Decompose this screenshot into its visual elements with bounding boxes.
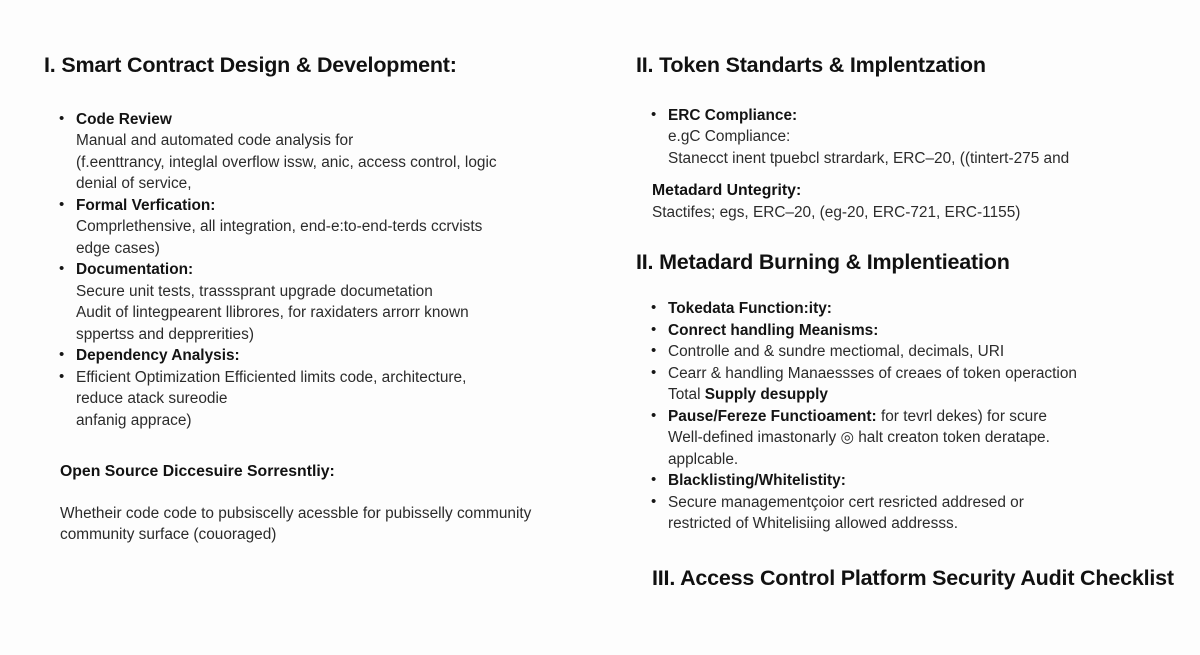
list-item (58, 367, 610, 432)
section-heading-i: I. Smart Contract Design & Development: (44, 53, 457, 77)
item-body-line: Manual and automated code analysis for (76, 132, 354, 150)
section-heading-iii: III. Access Control Platform Security Audit Checklist (652, 565, 1174, 590)
list-item (58, 195, 610, 260)
item-title: • Documentation: (76, 261, 194, 279)
item-body-line: • Secure managementçoior cert resricted addresed or (668, 493, 1024, 511)
item-title-inline-text: for tevrl dekes) for scure (876, 407, 1047, 425)
list-item (58, 345, 610, 367)
item-body-line: Well-defined imastonarly ◎ halt creaton token deratape. (668, 429, 1050, 447)
item-body-line: e.gC Compliance: (668, 128, 791, 146)
item-body-line: anfanig apprace) (76, 411, 192, 429)
item-body-line: reduce atack sureodie (76, 390, 228, 408)
list-item (650, 406, 1200, 471)
erc-checklist (636, 105, 1200, 170)
item-body-line: • Efficient Optimization Efficiented limits code, architecture, (76, 368, 467, 386)
item-body-line: Secure unit tests, trasssprant upgrade documetation (76, 282, 433, 300)
list-item (650, 105, 1200, 170)
list-item (650, 320, 1200, 342)
metadard-integrity-block (636, 180, 1200, 223)
spacer (60, 483, 610, 503)
item-body-line: restricted of Whitelisiing allowed addresss. (668, 515, 958, 533)
list-item (58, 109, 610, 195)
item-title: • ERC Compliance: (668, 106, 798, 124)
list-item (650, 492, 1200, 535)
section-heading-ii-token: II. Token Standarts & Implentzation (636, 53, 986, 77)
metadard-integrity-title: Metadard Untegrity: (652, 182, 802, 200)
metadard-integrity-line: Stactifes; egs, ERC–20, (eg-20, ERC-721, ERC-1155) (652, 203, 1021, 221)
item-body-trailer-plain: Total (668, 386, 705, 404)
list-item (58, 259, 610, 345)
item-title: • Blacklisting/Whitelistity: (668, 472, 846, 490)
item-title: • Code Review (76, 110, 172, 128)
item-body-line: sppertss and depprerities) (76, 325, 254, 343)
spacer (44, 431, 610, 461)
item-body-line: edge cases) (76, 239, 160, 257)
spacer (636, 169, 1200, 180)
item-body-line: (f.eenttrancy, integlal overflow issw, anic, access control, logic (76, 153, 497, 171)
left-checklist (44, 109, 610, 432)
open-source-line: community surface (couoraged) (60, 526, 277, 544)
right-column (632, 52, 1200, 645)
item-body-line: Audit of lintegpearent llibrores, for raxidaters arrorr known (76, 304, 469, 322)
item-body-line: applcable. (668, 450, 739, 468)
item-title: • Dependency Analysis: (76, 347, 240, 365)
list-item (650, 363, 1200, 406)
list-item (650, 341, 1200, 363)
open-source-title: Open Source Diccesuire Sorresntliy: (60, 463, 335, 481)
open-source-line: Whetheir code code to pubsiscelly acessble for pubisselly community (60, 504, 532, 522)
open-source-block (44, 461, 610, 546)
list-item (650, 470, 1200, 492)
item-body-line: Comprlethensive, all integration, end-e:to-end-terds ccrvists (76, 218, 483, 236)
item-body-line: denial of service, (76, 175, 192, 193)
item-body-line: • Cearr & handling Manaessses of creaes of token operaction (668, 364, 1077, 382)
item-body-line: • Controlle and & sundre mectiomal, decimals, URI (668, 343, 1005, 361)
item-title: • Formal Verfication: (76, 196, 216, 214)
item-body-line: Stanecct inent tpuebcl strardark, ERC–20, ((tintert-275 and (668, 149, 1070, 167)
item-title: • Tokedata Function:ity: (668, 300, 832, 318)
left-column (44, 52, 610, 645)
right-checklist (636, 298, 1200, 535)
item-body-trailer-bold: Supply desupply (704, 386, 828, 404)
section-heading-ii-metadard: II. Metadard Burning & Implentieation (636, 250, 1010, 275)
item-title: Pause/Fereze Functioament: (668, 407, 877, 425)
list-item (650, 298, 1200, 320)
item-title: • Conrect handling Meanisms: (668, 321, 879, 339)
